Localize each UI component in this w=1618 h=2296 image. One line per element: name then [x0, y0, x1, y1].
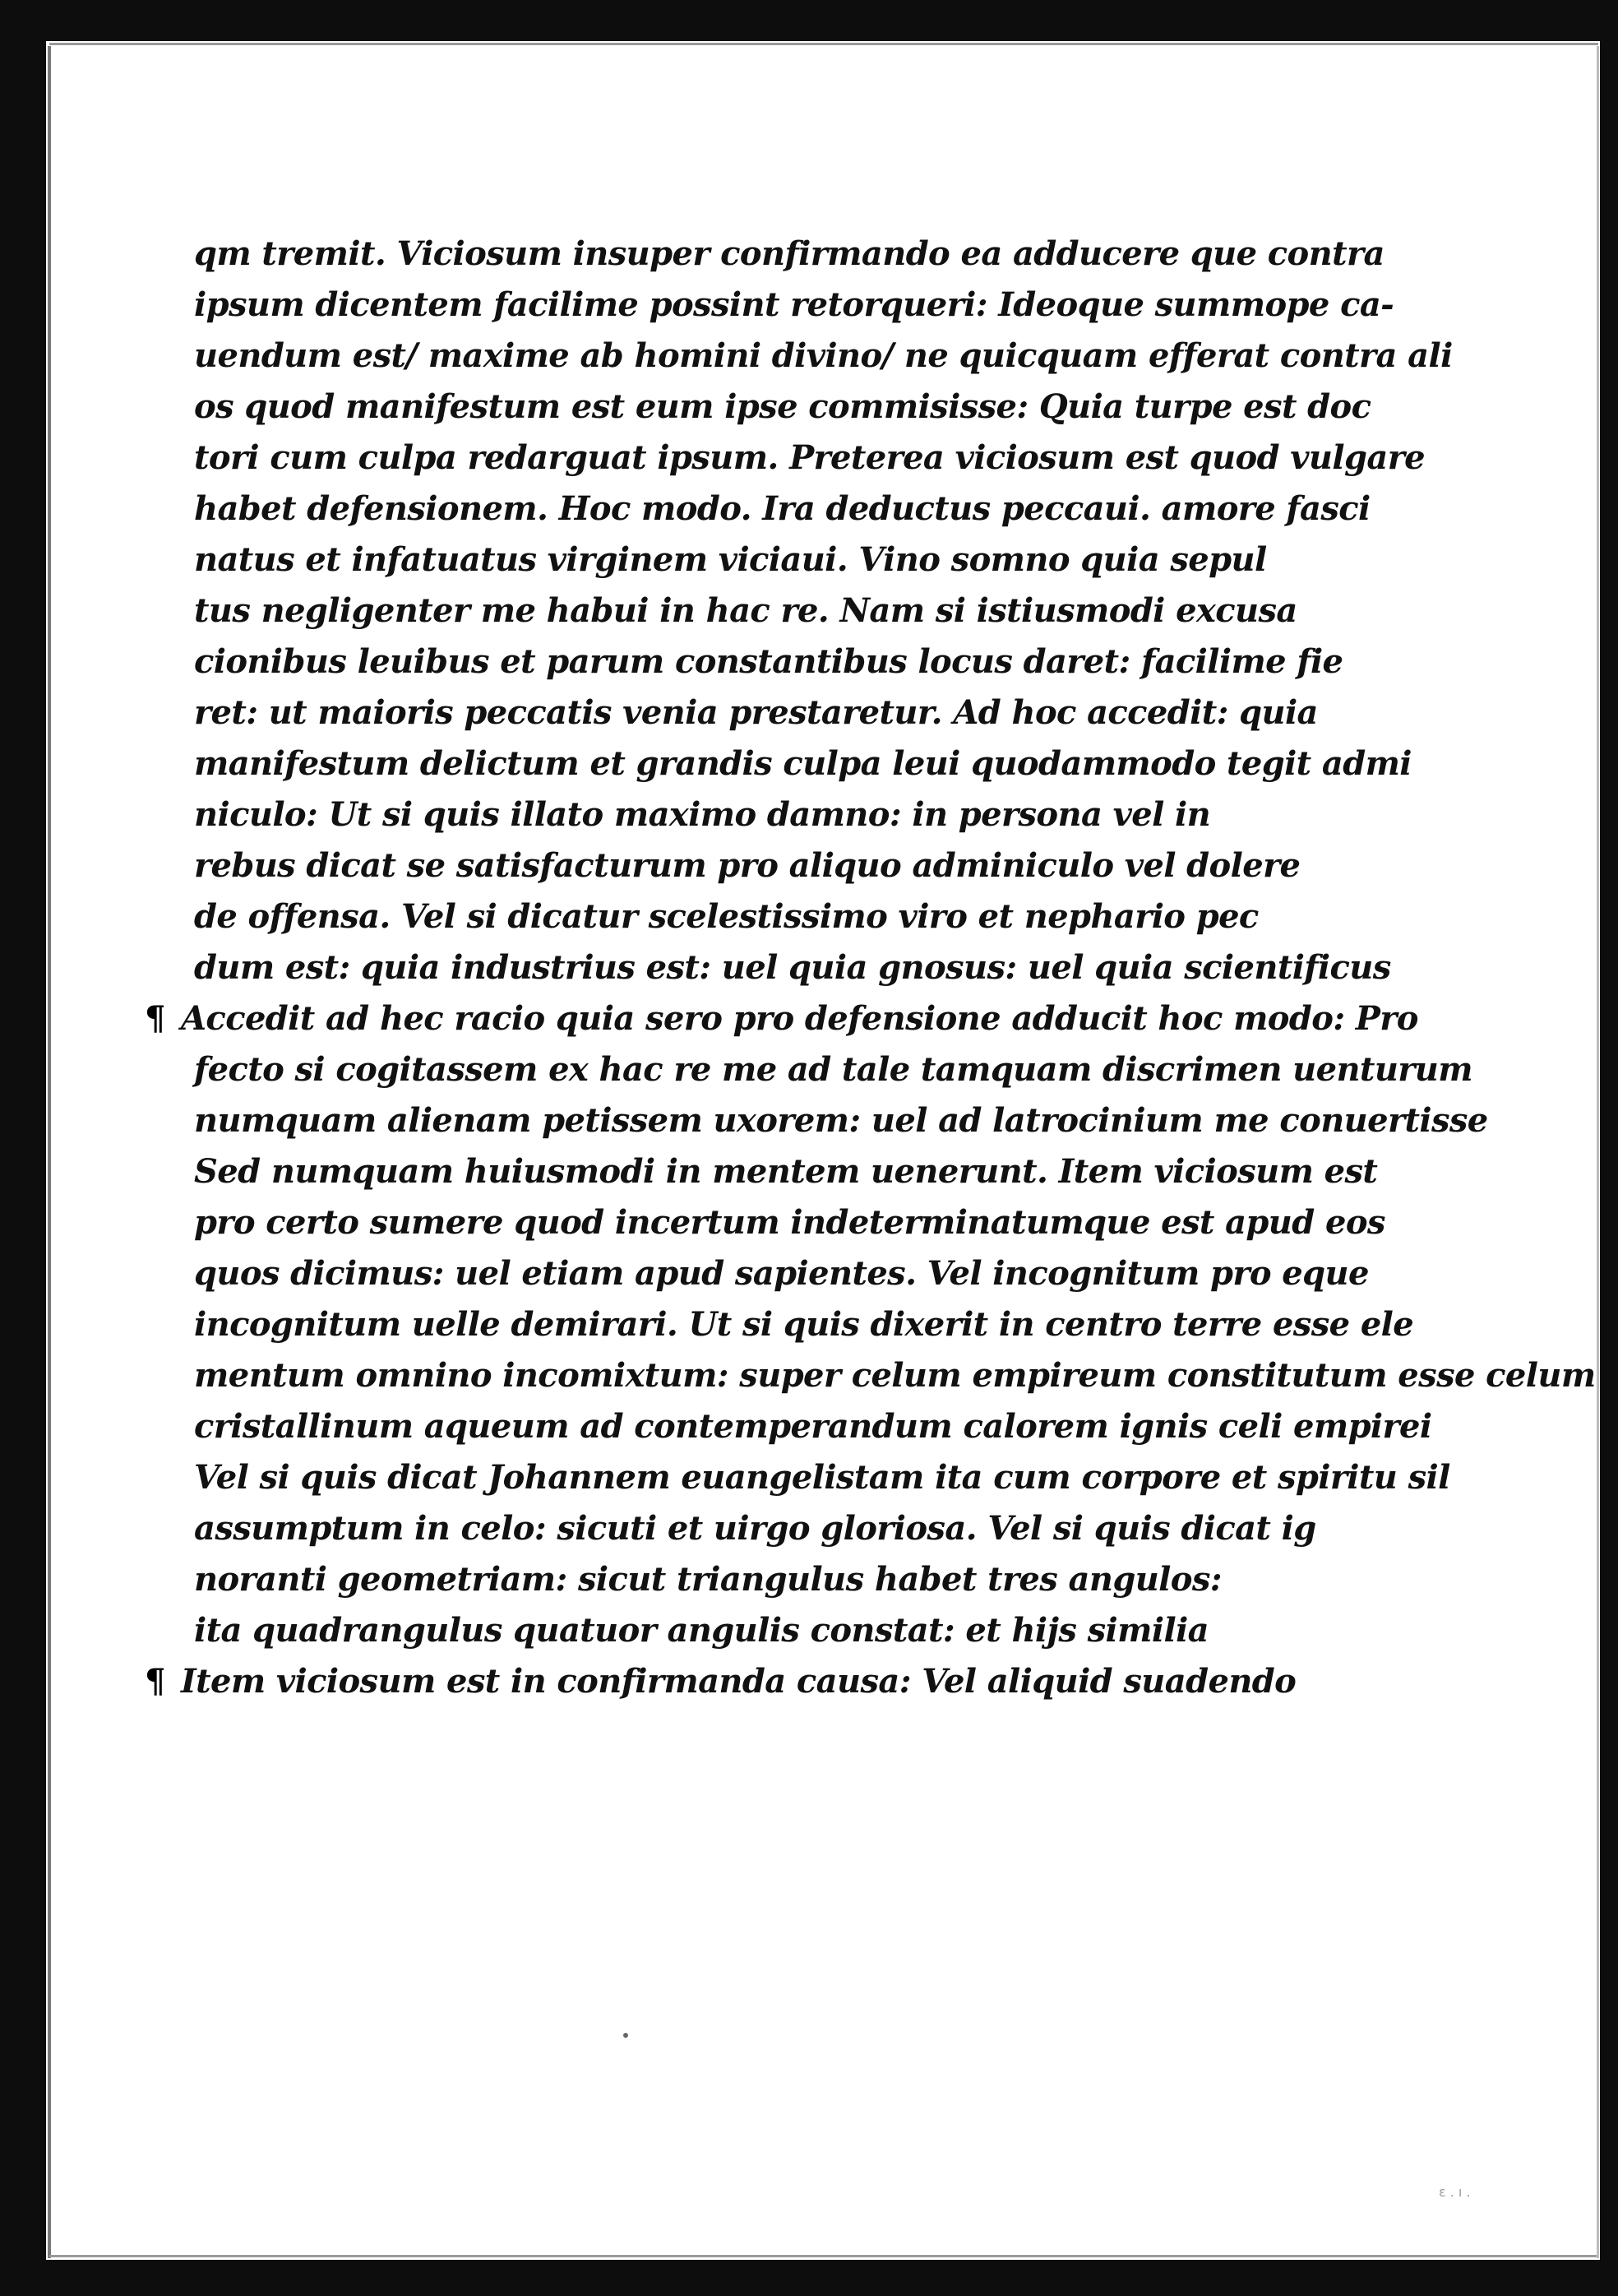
- scan-border-right: [1600, 0, 1618, 2296]
- page-shadow-left: [48, 46, 51, 2258]
- text-line: assumptum in celo: sicuti et uirgo gloriosa. Vel si quis dicat ig: [194, 1509, 1316, 1548]
- text-line: tori cum culpa redarguat ipsum. Preterea viciosum est quod vulgare: [194, 438, 1426, 477]
- text-line: qm tremit. Viciosum insuper confirmando ea adducere que contra: [194, 234, 1385, 273]
- text-line: pro certo sumere quod incertum indeterminatumque est apud eos: [194, 1203, 1385, 1242]
- text-line: Vel si quis dicat Johannem euangelistam ita cum corpore et spiritu sil: [194, 1458, 1450, 1497]
- text-line: ita quadrangulus quatuor angulis constat: et hijs similia: [194, 1611, 1209, 1650]
- text-line: numquam alienam petissem uxorem: uel ad latrocinium me conuertisse: [194, 1101, 1488, 1140]
- text-line: incognitum uelle demirari. Ut si quis dixerit in centro terre esse ele: [194, 1305, 1414, 1344]
- text-line: cristallinum aqueum ad contemperandum calorem ignis celi empirei: [194, 1407, 1432, 1446]
- text-line: tus negligenter me habui in hac re. Nam si istiusmodi excusa: [194, 591, 1297, 630]
- text-line-paragraph: ¶ Item viciosum est in confirmanda causa: Vel aliquid suadendo: [145, 1656, 1197, 1707]
- text-block: [181, 229, 1596, 1707]
- text-line: natus et infatuatus virginem viciaui. Vino somno quia sepul: [194, 540, 1267, 579]
- text-line: os quod manifestum est eum ipse commisisse: Quia turpe est doc: [194, 387, 1371, 426]
- text-line: quos dicimus: uel etiam apud sapientes. Vel incognitum pro eque: [194, 1254, 1369, 1293]
- text-line: de offensa. Vel si dicatur scelestissimo viro et nephario pec: [194, 897, 1259, 936]
- text-line: mentum omnino incomixtum: super celum empireum constitutum esse celum: [194, 1356, 1596, 1395]
- text-line: uendum est/ maxime ab homini divino/ ne quicquam efferat contra ali: [194, 336, 1453, 375]
- text-line: cionibus leuibus et parum constantibus locus daret: facilime fie: [194, 642, 1343, 681]
- page-shadow-bottom: [49, 2255, 1598, 2257]
- page-shadow-top: [49, 43, 1598, 45]
- text-line: niculo: Ut si quis illato maximo damno: in persona vel in: [194, 795, 1211, 834]
- text-line: noranti geometriam: sicut triangulus habet tres angulos:: [194, 1560, 1222, 1599]
- footer-mark: ε . ı .: [1439, 2184, 1471, 2200]
- text-line: dum est: quia industrius est: uel quia gnosus: uel quia scientificus: [194, 948, 1391, 987]
- text-line: habet defensionem. Hoc modo. Ira deductus peccaui. amore fasci: [194, 489, 1371, 528]
- text-line: ret: ut maioris peccatis venia prestaretur. Ad hoc accedit: quia: [194, 693, 1318, 732]
- text-line: fecto si cogitassem ex hac re me ad tale tamquam discrimen uenturum: [194, 1050, 1472, 1089]
- ink-speck: [623, 2033, 628, 2038]
- scan-border-top: [0, 0, 1618, 41]
- page-shadow-right: [1597, 46, 1599, 2258]
- text-line: manifestum delictum et grandis culpa leui quodammodo tegit admi: [194, 744, 1412, 783]
- text-line-paragraph: ¶ Accedit ad hec racio quia sero pro defensione adducit hoc modo: Pro: [145, 993, 1197, 1044]
- text-line: rebus dicat se satisfacturum pro aliquo adminiculo vel dolere: [194, 846, 1301, 885]
- text-line: Sed numquam huiusmodi in mentem uenerunt. Item viciosum est: [194, 1152, 1378, 1191]
- scan-border-left: [0, 0, 46, 2296]
- scan-border-bottom: [0, 2260, 1618, 2296]
- text-line: ipsum dicentem facilime possint retorqueri: Ideoque summope ca-: [194, 285, 1394, 324]
